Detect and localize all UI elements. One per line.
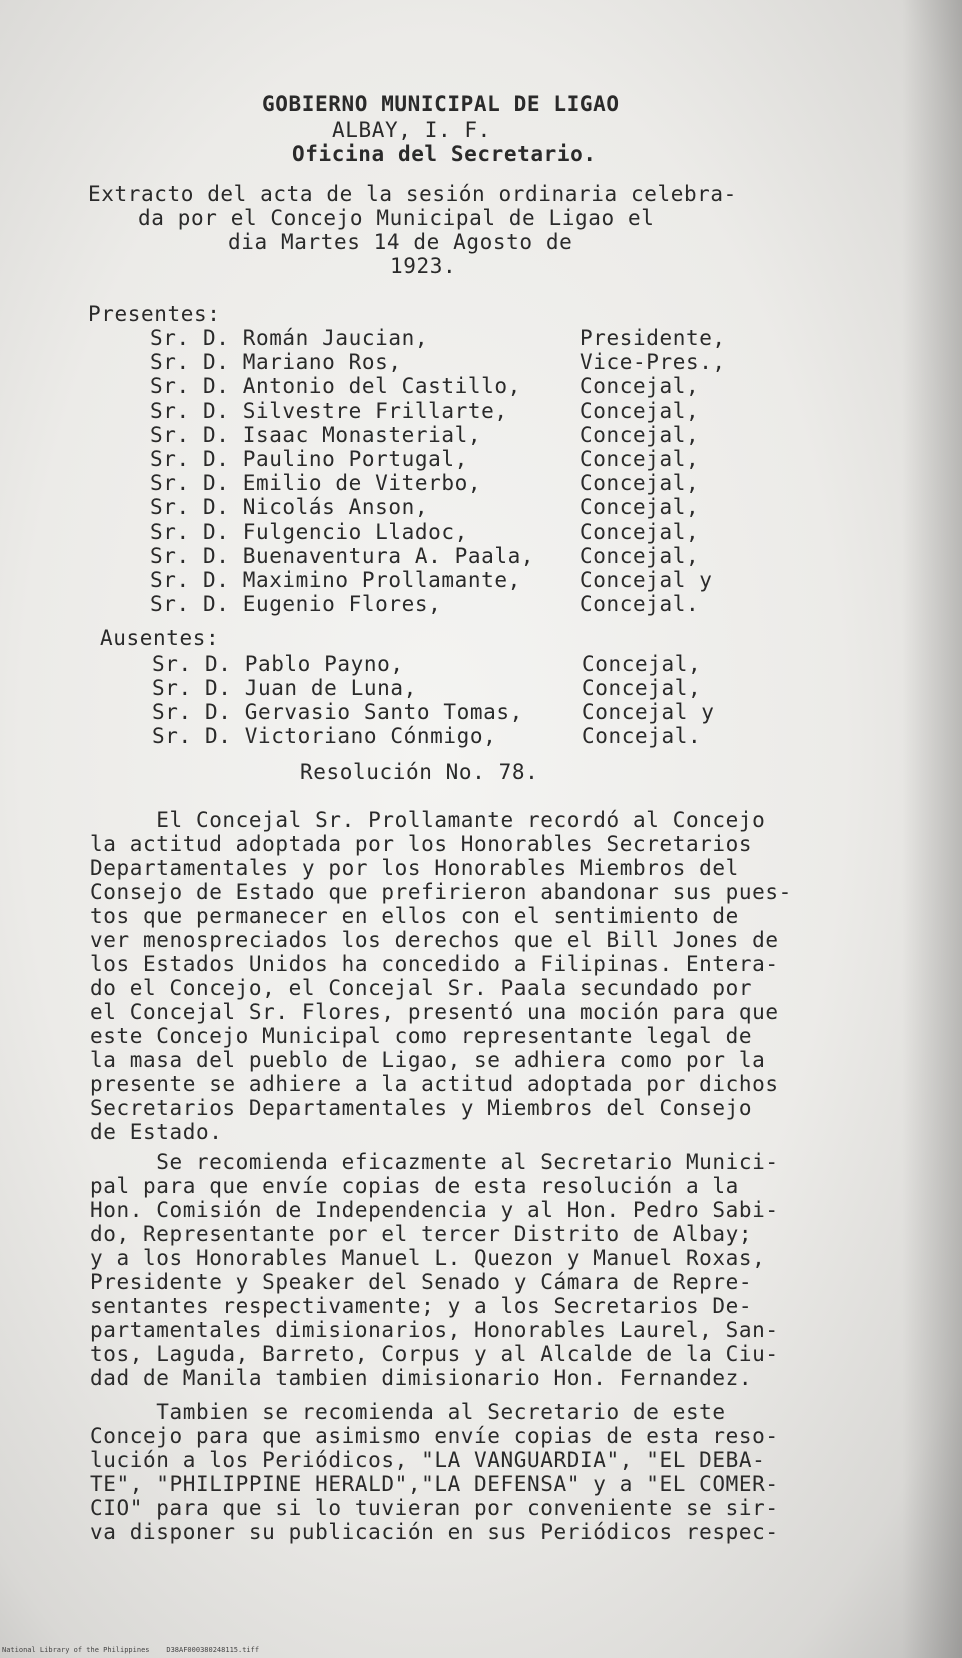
scan-footer: National Library of the Philippines D38AF000380248115.tiff [2,1646,260,1654]
extract-line-4: 1923. [390,254,457,278]
paragraph-line: El Concejal Sr. Prollamante recordó al Concejo [90,808,766,832]
paragraph-line: va disponer su publicación en sus Periódicos respec- [90,1520,779,1544]
paragraph-line: Consejo de Estado que prefirieron abandonar sus pues- [90,880,792,904]
member-name: Sr. D. Silvestre Frillarte, [150,398,508,423]
member-name: Sr. D. Isaac Monasterial, [150,422,482,447]
paragraph-line: ver menospreciados los derechos que el Bill Jones de [90,928,779,952]
member-role: Vice-Pres., [580,350,726,375]
paragraph-line: la actitud adoptada por los Honorables Secretarios [90,832,753,856]
paragraph-line: los Estados Unidos ha concedido a Filipinas. Entera- [90,952,779,976]
member-name: Sr. D. Román Jaucian, [150,326,429,350]
paragraph-line: presente se adhiere a la actitud adoptada por dichos [90,1072,779,1096]
paragraph-line: do, Representante por el tercer Distrito de Albay; [90,1222,753,1246]
member-role: Concejal, [582,676,702,700]
member-name: Sr. D. Antonio del Castillo, [150,374,521,399]
paragraph-line: Tambien se recomienda al Secretario de este [90,1400,726,1424]
header-title: GOBIERNO MUNICIPAL DE LIGAO [262,92,620,116]
member-name: Sr. D. Maximino Prollamante, [150,568,521,592]
paragraph-line: tos que permanecer en ellos con el sentimiento de [90,904,739,928]
paragraph-line: sentantes respectivamente; y a los Secretarios De- [90,1294,753,1318]
paragraph-line: Hon. Comisión de Independencia y al Hon. Pedro Sabi- [90,1198,779,1222]
paragraph-line: CIO" para que si lo tuvieran por conveniente se sir- [90,1496,779,1520]
member-name: Sr. D. Paulino Portugal, [150,447,468,471]
member-name: Sr. D. Fulgencio Lladoc, [150,519,468,544]
member-role: Concejal. [580,592,700,617]
header-location: ALBAY, I. F. [332,118,491,142]
extract-line-2: da por el Concejo Municipal de Ligao el [138,206,655,230]
resolution-paragraph-3 [90,1400,779,1544]
paragraph-line: Presidente y Speaker del Senado y Cámara de Repre- [90,1270,753,1294]
member-role: Concejal, [580,398,700,423]
member-role: Concejal y [582,700,715,724]
ausentes-label: Ausentes: [100,626,220,650]
member-role: Concejal. [582,724,702,748]
member-name: Sr. D. Nicolás Anson, [150,495,429,520]
paragraph-line: tos, Laguda, Barreto, Corpus y al Alcalde de la Ciu- [90,1342,779,1366]
paragraph-line: la masa del pueblo de Ligao, se adhiera como por la [90,1048,766,1072]
paragraph-line: Concejo para que asimismo envíe copias de esta reso- [90,1424,779,1448]
paragraph-line: lución a los Periódicos, "LA VANGUARDIA", "EL DEBA- [90,1448,766,1472]
member-role: Presidente, [580,326,726,350]
paragraph-line: el Concejal Sr. Flores, presentó una moción para que [90,1000,779,1024]
member-role: Concejal, [580,519,700,544]
member-name: Sr. D. Eugenio Flores, [150,592,442,617]
member-role: Concejal, [580,422,700,447]
paragraph-line: Secretarios Departamentales y Miembros del Consejo [90,1096,753,1120]
header-office: Oficina del Secretario. [292,142,597,166]
member-name: Sr. D. Mariano Ros, [150,350,402,375]
paragraph-line: pal para que envíe copias de esta resolución a la [90,1174,739,1198]
member-name: Sr. D. Victoriano Cónmigo, [152,724,497,748]
page-edge-shadow [902,0,962,1658]
member-name: Sr. D. Buenaventura A. Paala, [150,543,535,568]
paragraph-line: dad de Manila tambien dimisionario Hon. Fernandez. [90,1366,753,1390]
paragraph-line: este Concejo Municipal como representante legal de [90,1024,753,1048]
member-name: Sr. D. Gervasio Santo Tomas, [152,700,523,724]
paragraph-line: do el Concejo, el Concejal Sr. Paala secundado por [90,976,753,1000]
member-role: Concejal y [580,568,713,592]
paragraph-line: y a los Honorables Manuel L. Quezon y Manuel Roxas, [90,1246,766,1270]
paragraph-line: TE", "PHILIPPINE HERALD","LA DEFENSA" y a "EL COMER- [90,1472,779,1496]
resolution-title: Resolución No. 78. [300,760,539,784]
paragraph-line: partamentales dimisionarios, Honorables Laurel, San- [90,1318,779,1342]
extract-line-3: dia Martes 14 de Agosto de [228,230,573,254]
member-role: Concejal, [582,652,702,676]
member-name: Sr. D. Juan de Luna, [152,676,417,700]
member-role: Concejal, [580,543,700,568]
member-role: Concejal, [580,471,700,496]
paragraph-line: Departamentales y por los Honorables Miembros del [90,856,739,880]
member-name: Sr. D. Pablo Payno, [152,652,404,676]
resolution-paragraph-2 [90,1150,779,1390]
member-name: Sr. D. Emilio de Viterbo, [150,471,482,496]
member-role: Concejal, [580,374,700,399]
presentes-label: Presentes: [88,302,221,326]
resolution-paragraph-1 [90,808,792,1144]
paragraph-line: de Estado. [90,1120,223,1144]
member-role: Concejal, [580,495,700,520]
extract-line-1: Extracto del acta de la sesión ordinaria celebra- [88,182,737,206]
paragraph-line: Se recomienda eficazmente al Secretario Munici- [90,1150,779,1174]
member-role: Concejal, [580,447,700,471]
